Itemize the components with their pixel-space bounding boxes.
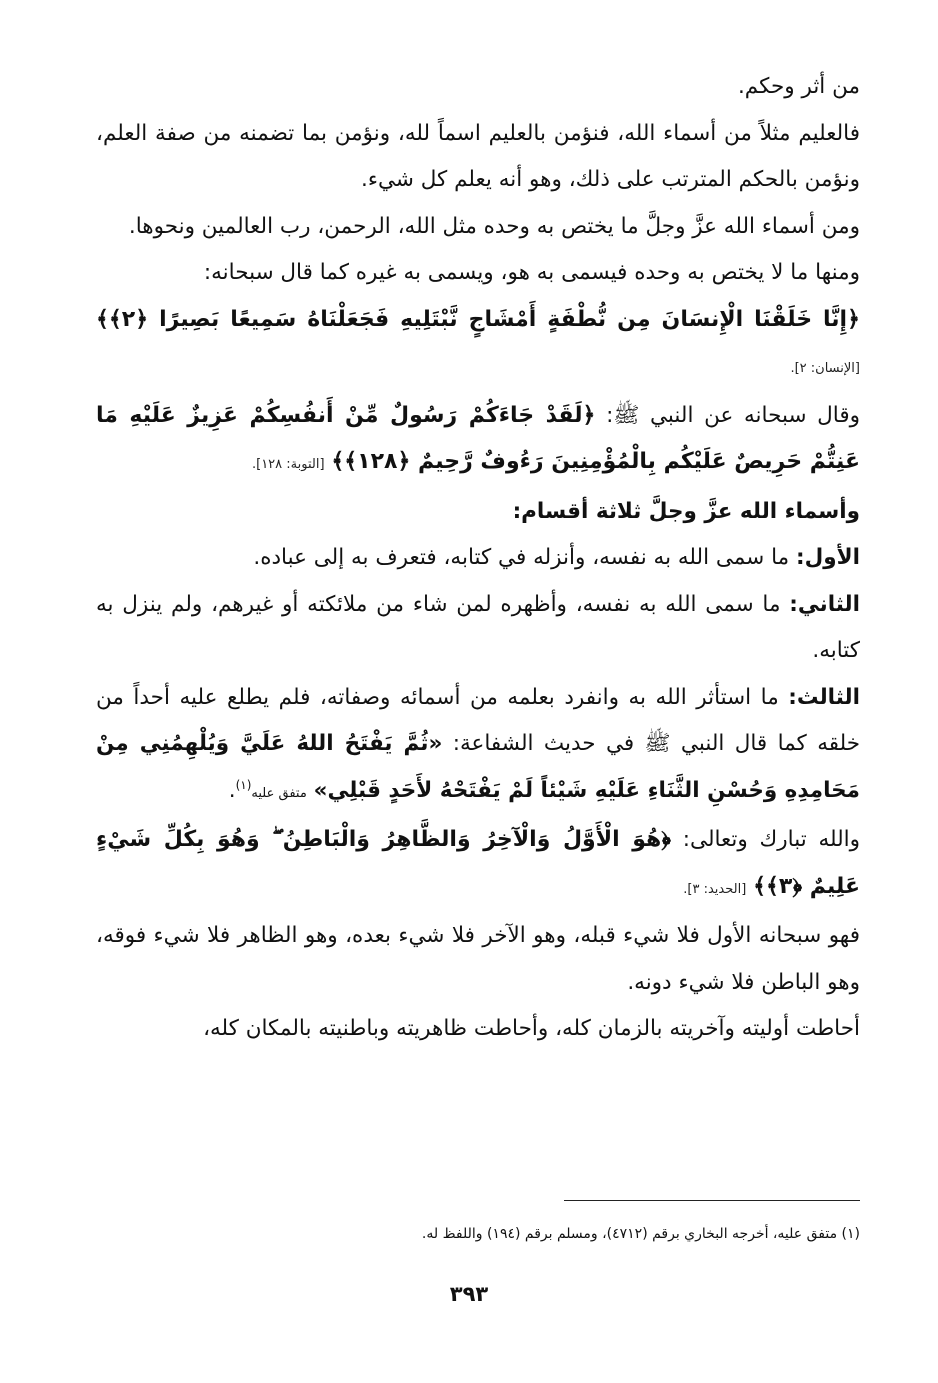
verse-2-reference: [التوبة: ١٢٨]. [251,457,325,472]
verse-2: ﴿لَقَدْ جَاءَكُمْ رَسُولٌ مِّنْ أَنفُسِكُمْ عَزِيزٌ عَلَيْهِ مَا عَنِتُّمْ حَرِيصٌ عَلَيْكُم بِالْمُؤْمِنِينَ رَءُوفٌ رَّحِيمٌ ﴿١٢٨﴾﴾ [96,402,860,474]
paragraph-5-intro: وقال سبحانه عن النبي ﷺ: [606,402,860,428]
paragraph-6 [96,817,860,913]
first-label: الأول: [796,545,860,570]
verse-1: ﴿إِنَّا خَلَقْنَا الْإِنسَانَ مِن نُّطْفَةٍ أَمْشَاجٍ نَّبْتَلِيهِ فَجَعَلْنَاهُ سَمِيعًا بَصِيرًا ﴿٢﴾﴾ [96,306,860,332]
paragraph-8: أحاطت أوليته وآخريته بالزمان كله، وأحاطت ظاهريته وباطنيته بالمكان كله، [203,1016,860,1041]
main-text [96,64,860,1053]
first-text: ما سمى الله به نفسه، وأنزله في كتابه، فتعرف به إلى عباده. [253,545,790,570]
verse-3: ﴿هُوَ الْأَوَّلُ وَالْآخِرُ وَالظَّاهِرُ وَالْبَاطِنُ ۖ وَهُوَ بِكُلِّ شَيْءٍ عَلِيمٌ ﴿٣﴾﴾ [96,827,860,899]
paragraph-2: فالعليم مثلاً من أسماء الله، فنؤمن بالعليم اسماً لله، ونؤمن بما تضمنه من صفة العلم، ونؤمن بالحكم المترتب على ذلك، وهو أنه يعلم كل شيء. [96,120,860,192]
paragraph-7: فهو سبحانه الأول فلا شيء قبله، وهو الآخر فلا شيء بعده، وهو الظاهر فلا شيء فوقه، وهو الباطن فلا شيء دونه. [96,923,860,995]
paragraph-4: ومنها ما لا يختص به وحده فيسمى به هو، ويسمى به غيره كما قال سبحانه: [203,260,860,285]
hadith-quote: «ثُمَّ يَفْتَحُ اللهُ عَلَيَّ وَيُلْهِمُنِي مِنْ مَحَامِدِهِ وَحُسْنِ الثَّنَاءِ عَلَيْهِ شَيْئاً لَمْ يَفْتَحْهُ لأَحَدٍ قَبْلِي» [96,731,860,803]
verse-3-reference: [الحديد: ٣]. [683,881,747,897]
second-label: الثاني: [789,591,860,617]
first-category [96,535,860,582]
footnote: (١) متفق عليه، أخرجه البخاري برقم (٤٧١٢)، ومسلم برقم (١٩٤) واللفظ له. [421,1226,860,1242]
third-category: الثالث: ما استأثر الله به وانفرد بعلمه من أسمائه وصفاته، فلم يطلع عليه أحداً من خلقه كما قال النبي ﷺ في حديث الشفاعة: «ثُمَّ يَفْتَحُ اللهُ عَلَيَّ وَيُلْهِمُنِي مِنْ مَحَامِدِهِ وَحُسْنِ الثَّنَاءِ عَلَيْهِ شَيْئاً لَمْ يَفْتَحْهُ لأَحَدٍ قَبْلِي» متفق عليه$^{(١)}$. [96,684,861,803]
paragraph-1: من أثر وحكم. [737,74,860,99]
section-heading: وأسماء الله عزَّ وجلَّ ثلاثة أقسام: [512,498,860,524]
footnote-divider [564,1200,860,1201]
verse-1-line [96,297,860,393]
paragraph-3: ومن أسماء الله عزَّ وجلَّ ما يختص به وحده مثل الله، الرحمن، رب العالمين ونحوها. [128,213,860,239]
page-number: ٣٩٣ [449,1282,489,1306]
third-label: الثالث: [788,684,860,710]
hadith-note: متفق عليه [251,785,307,801]
paragraph-5 [96,393,860,489]
paragraph-6-intro: والله تبارك وتعالى: [682,827,860,852]
verse-1-reference: [الإنسان: ٢]. [790,361,860,376]
second-category [96,582,860,675]
third-text: ما استأثر الله به وانفرد بعلمه من أسمائه وصفاته، فلم يطلع عليه أحداً من خلقه كما قال النبي ﷺ في حديث الشفاعة: [96,684,861,756]
second-text: ما سمى الله به نفسه، وأظهره لمن شاء من ملائكته أو غيرهم، ولم ينزل به كتابه. [96,591,860,663]
footnote-marker: (١) [235,777,252,792]
